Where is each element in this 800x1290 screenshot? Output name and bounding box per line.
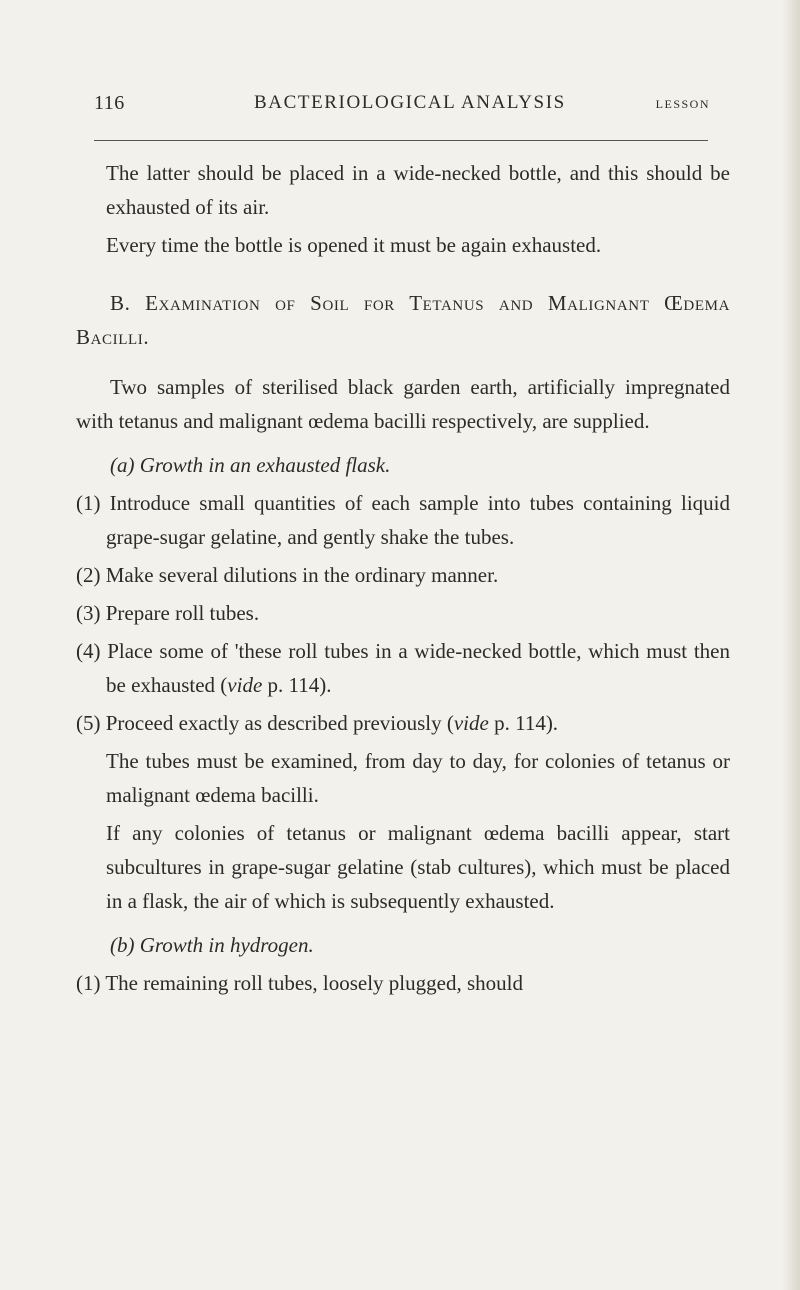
step-a4-end: p. 114). [262,673,332,697]
step-a5-end: p. 114). [488,711,559,735]
page-body [0,156,800,1000]
step-a5 [0,706,800,740]
step-a4 [0,634,800,702]
step-a1: (1) Introduce small quantities of each sample into tubes containing liquid grape-sugar gelatine, and gently shake the tubes. [76,491,730,549]
subheading-b: (b) Growth in hydrogen. [110,933,314,957]
step-a4-vide: vide [227,673,263,697]
running-title: BACTERIOLOGICAL ANALYSIS [254,92,566,113]
section-heading-b: B. Examination of Soil for Tetanus and Malignant Œdema Bacilli. [76,291,730,349]
running-header [94,92,710,122]
page-number: 116 [94,92,125,114]
step-a2: (2) Make several dilutions in the ordinary manner. [76,563,499,587]
paragraph-reexhaust: Every time the bottle is opened it must be again exhausted. [106,233,602,257]
subheading-a: (a) Growth in an exhausted flask. [110,453,391,477]
step-b1: (1) The remaining roll tubes, loosely plugged, should [76,971,523,995]
paragraph-subcultures: If any colonies of tetanus or malignant œdema bacilli appear, start subcultures in grape-sugar gelatine (stab cultures), which must be placed in a flask, the air of which is subsequently exhausted. [106,821,730,913]
step-a5-vide: vide [453,711,489,735]
step-a3: (3) Prepare roll tubes. [76,601,260,625]
paragraph-examine-tubes: The tubes must be examined, from day to day, for colonies of tetanus or malignant œdema bacilli. [106,749,730,807]
paragraph-samples: Two samples of sterilised black garden earth, artificially impregnated with tetanus and malignant œdema bacilli respectively, are supplied. [76,375,730,433]
running-lesson: LESSON [655,97,710,111]
paragraph-exhaust-bottle: The latter should be placed in a wide-necked bottle, and this should be exhausted of its air. [106,161,730,219]
header-rule [94,140,708,141]
step-a4-text: (4) Place some of 'these roll tubes in a wide-necked bottle, which must then be exhausted ( [76,639,730,697]
step-a5-text: (5) Proceed exactly as described previously ( [76,711,454,735]
